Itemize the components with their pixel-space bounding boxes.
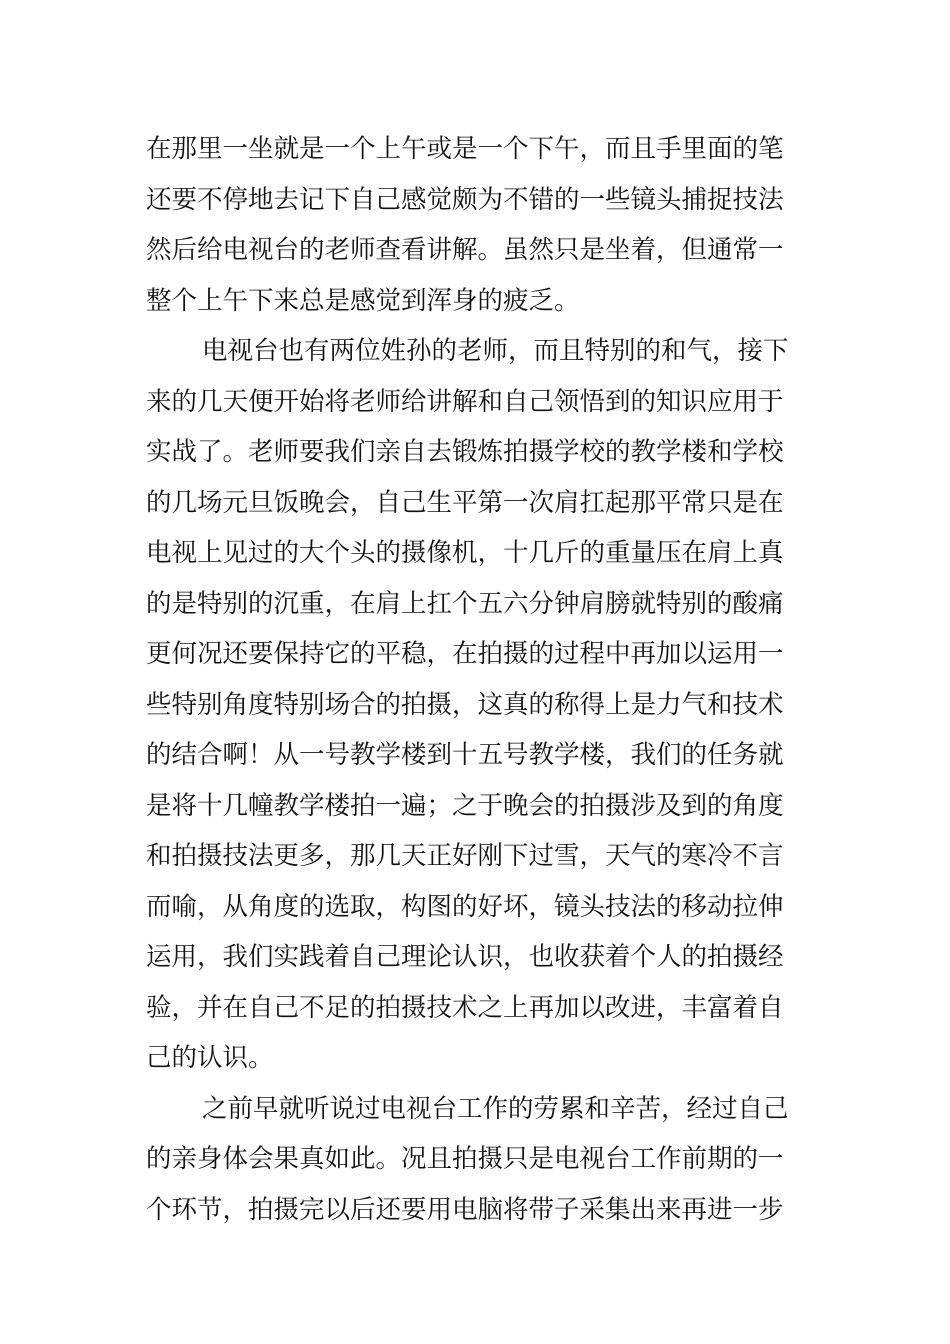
text-line: 来的几天便开始将老师给讲解和自己领悟到的知识应用于	[146, 386, 784, 417]
text-line: 己的认识。	[146, 1043, 274, 1073]
text-line: 整个上午下来总是感觉到浑身的疲乏。	[146, 285, 580, 316]
text-line: 的几场元旦饭晚会，自己生平第一次肩扛起那平常只是在	[146, 487, 784, 518]
text-line: 而喻，从角度的选取，构图的好坏，镜头技法的移动拉伸	[146, 891, 784, 922]
text-line: 在那里一坐就是一个上午或是一个下午，而且手里面的笔	[146, 134, 784, 164]
text-line: 的亲身体会果真如此。况且拍摄只是电视台工作前期的一	[146, 1144, 784, 1174]
paragraph-first-line: 之前早就听说过电视台工作的劳累和辛苦，经过自己	[202, 1093, 789, 1124]
text-line: 然后给电视台的老师查看讲解。虽然只是坐着，但通常一	[146, 235, 784, 265]
body-text	[146, 124, 826, 1235]
text-line: 验，并在自己不足的拍摄技术之上再加以改进，丰富着自	[146, 992, 784, 1023]
text-line: 更何况还要保持它的平稳，在拍摄的过程中再加以运用一	[146, 639, 784, 669]
text-line: 的结合啊！从一号教学楼到十五号教学楼，我们的任务就	[146, 740, 784, 770]
text-line: 个环节，拍摄完以后还要用电脑将带子采集出来再进一步	[146, 1194, 784, 1225]
text-line: 和拍摄技法更多，那几天正好刚下过雪，天气的寒冷不言	[146, 841, 784, 871]
text-line: 实战了。老师要我们亲自去锻炼拍摄学校的教学楼和学校	[146, 437, 784, 467]
text-line: 些特别角度特别场合的拍摄，这真的称得上是力气和技术	[146, 689, 784, 720]
text-line: 运用，我们实践着自己理论认识，也收获着个人的拍摄经	[146, 942, 784, 972]
text-line: 还要不停地去记下自己感觉颇为不错的一些镜头捕捉技法	[146, 184, 784, 215]
text-line: 的是特别的沉重，在肩上扛个五六分钟肩膀就特别的酸痛	[146, 588, 784, 619]
paragraph-first-line: 电视台也有两位姓孙的老师，而且特别的和气，接下	[202, 336, 789, 366]
text-line: 电视上见过的大个头的摄像机，十几斤的重量压在肩上真	[146, 538, 784, 568]
text-line: 是将十几幢教学楼拍一遍；之于晚会的拍摄涉及到的角度	[146, 790, 784, 821]
